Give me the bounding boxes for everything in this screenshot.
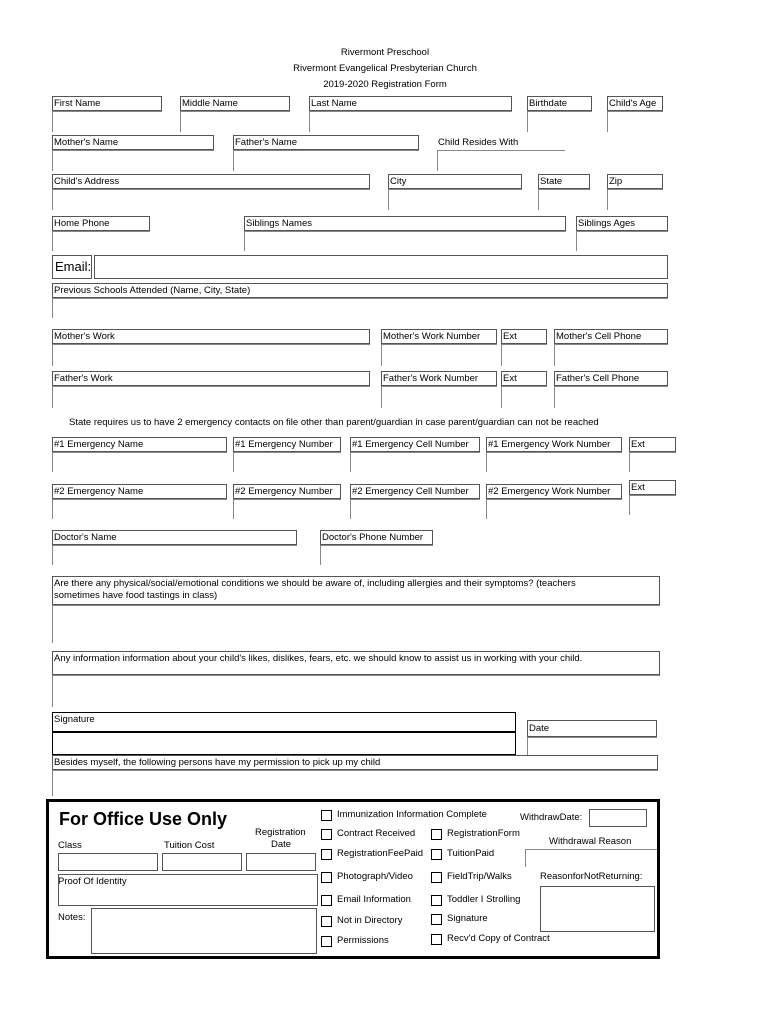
likes-input[interactable] (52, 675, 660, 707)
first-name-input[interactable] (52, 111, 162, 132)
fathers-work-label: Father's Work (52, 371, 370, 386)
registration-date-input[interactable] (246, 853, 316, 871)
registration-form-checkbox[interactable] (431, 829, 442, 840)
signature-input[interactable] (52, 732, 516, 755)
fathers-ext-input[interactable] (501, 386, 547, 408)
mothers-work-input[interactable] (52, 344, 370, 366)
immunization-label: Immunization Information Complete (337, 809, 487, 820)
emergency-note: State requires us to have 2 emergency contacts on file other than parent/guardian in case parent/guardian can not be reached (69, 417, 599, 428)
em2-number-input[interactable] (233, 499, 341, 519)
em1-name-label: #1 Emergency Name (52, 437, 227, 452)
not-in-directory-label: Not in Directory (337, 915, 403, 926)
registration-form-label: RegistrationForm (447, 828, 520, 839)
birthdate-label: Birthdate (527, 96, 592, 111)
notes-label: Notes: (58, 912, 86, 923)
fathers-cell-label: Father's Cell Phone (554, 371, 668, 386)
em1-cell-label: #1 Emergency Cell Number (350, 437, 480, 452)
home-phone-label: Home Phone (52, 216, 150, 231)
office-use-panel (46, 799, 660, 959)
pickup-input[interactable] (52, 770, 658, 796)
siblings-ages-label: Siblings Ages (576, 216, 668, 231)
immunization-checkbox[interactable] (321, 810, 332, 821)
siblings-names-label: Siblings Names (244, 216, 566, 231)
mothers-name-input[interactable] (52, 150, 214, 171)
recvd-copy-checkbox[interactable] (431, 934, 442, 945)
middle-name-input[interactable] (180, 111, 290, 132)
em2-number-label: #2 Emergency Number (233, 484, 341, 499)
child-resides-with-input[interactable] (437, 150, 565, 171)
em2-work-label: #2 Emergency Work Number (486, 484, 622, 499)
city-input[interactable] (388, 189, 522, 210)
childs-address-label: Child's Address (52, 174, 370, 189)
em2-work-input[interactable] (486, 499, 622, 519)
likes-label: Any information information about your child's likes, dislikes, fears, etc. we should know to assist us in working with your child. (52, 651, 660, 675)
birthdate-input[interactable] (527, 111, 592, 132)
mothers-work-number-input[interactable] (381, 344, 497, 366)
last-name-input[interactable] (309, 111, 512, 132)
recvd-copy-label: Recv'd Copy of Contract (447, 933, 550, 944)
registration-date-label-1: Registration (255, 827, 306, 838)
registration-fee-paid-checkbox[interactable] (321, 849, 332, 860)
email-label: Email: (52, 255, 92, 279)
proof-identity-label: Proof Of Identity (58, 876, 127, 887)
date-input[interactable] (527, 737, 657, 756)
notes-input[interactable] (91, 908, 317, 954)
reason-not-returning-input[interactable] (540, 886, 655, 932)
em1-work-input[interactable] (486, 452, 622, 472)
class-label: Class (58, 840, 82, 851)
withdraw-date-label: WithdrawDate: (520, 812, 583, 823)
not-in-directory-checkbox[interactable] (321, 916, 332, 927)
fathers-work-number-label: Father's Work Number (381, 371, 497, 386)
pickup-label: Besides myself, the following persons have my permission to pick up my child (52, 755, 658, 770)
em2-name-label: #2 Emergency Name (52, 484, 227, 499)
contract-received-checkbox[interactable] (321, 829, 332, 840)
mothers-work-label: Mother's Work (52, 329, 370, 344)
fathers-work-input[interactable] (52, 386, 370, 408)
doctors-phone-input[interactable] (320, 545, 433, 565)
permissions-label: Permissions (337, 935, 389, 946)
middle-name-label: Middle Name (180, 96, 290, 111)
tuition-cost-input[interactable] (162, 853, 242, 871)
em1-work-label: #1 Emergency Work Number (486, 437, 622, 452)
signature-label: Signature (52, 712, 516, 732)
state-input[interactable] (538, 189, 590, 210)
fieldtrip-walks-checkbox[interactable] (431, 872, 442, 883)
em2-name-input[interactable] (52, 499, 227, 519)
siblings-names-input[interactable] (244, 231, 566, 251)
fathers-cell-input[interactable] (554, 386, 668, 408)
permissions-checkbox[interactable] (321, 936, 332, 947)
proof-identity-input[interactable] (58, 874, 318, 906)
toddler-strolling-checkbox[interactable] (431, 895, 442, 906)
tuition-paid-label: TuitionPaid (447, 848, 495, 859)
siblings-ages-input[interactable] (576, 231, 668, 251)
doctors-name-input[interactable] (52, 545, 297, 565)
withdrawal-reason-label: Withdrawal Reason (549, 836, 632, 847)
photograph-video-label: Photograph/Video (337, 871, 413, 882)
fathers-ext-label: Ext (501, 371, 547, 386)
registration-fee-paid-label: RegistrationFeePaid (337, 848, 424, 859)
mothers-name-label: Mother's Name (52, 135, 214, 150)
em2-cell-label: #2 Emergency Cell Number (350, 484, 480, 499)
childs-address-input[interactable] (52, 189, 370, 210)
em1-number-input[interactable] (233, 452, 341, 472)
previous-schools-input[interactable] (52, 298, 668, 318)
em1-number-label: #1 Emergency Number (233, 437, 341, 452)
school-name: Rivermont Preschool (340, 47, 430, 58)
date-label: Date (527, 720, 657, 737)
email-information-label: Email Information (337, 894, 411, 905)
zip-input[interactable] (607, 189, 663, 210)
fathers-name-label: Father's Name (233, 135, 419, 150)
conditions-label: Are there any physical/social/emotional conditions we should be aware of, including allergies and their symptoms? (teachers sometimes have food tastings in class) (52, 576, 660, 605)
tuition-cost-label: Tuition Cost (164, 840, 215, 851)
doctors-name-label: Doctor's Name (52, 530, 297, 545)
signature-check-label: Signature (447, 913, 488, 924)
em1-cell-input[interactable] (350, 452, 480, 472)
mothers-cell-label: Mother's Cell Phone (554, 329, 668, 344)
mothers-ext-input[interactable] (501, 344, 547, 366)
mothers-work-number-label: Mother's Work Number (381, 329, 497, 344)
child-resides-with-label: Child Resides With (437, 136, 565, 151)
registration-date-label-2: Date (271, 839, 292, 850)
zip-label: Zip (607, 174, 663, 189)
state-label: State (538, 174, 590, 189)
doctors-phone-label: Doctor's Phone Number (320, 530, 433, 545)
home-phone-input[interactable] (52, 231, 150, 251)
contract-received-label: Contract Received (337, 828, 416, 839)
reason-not-returning-label: ReasonforNotReturning: (540, 871, 643, 882)
em2-ext-input[interactable] (629, 495, 676, 515)
em2-cell-input[interactable] (350, 499, 480, 519)
office-title: For Office Use Only (59, 809, 228, 829)
fathers-name-input[interactable] (233, 150, 419, 171)
em2-ext-label: Ext (629, 480, 676, 495)
signature-checkbox[interactable] (431, 914, 442, 925)
childs-age-label: Child's Age (607, 96, 663, 111)
city-label: City (388, 174, 522, 189)
withdraw-date-input[interactable] (589, 809, 647, 827)
mothers-ext-label: Ext (501, 329, 547, 344)
last-name-label: Last Name (309, 96, 512, 111)
form-title: 2019-2020 Registration Form (323, 79, 447, 90)
em1-name-input[interactable] (52, 452, 227, 472)
fieldtrip-walks-label: FieldTrip/Walks (447, 871, 512, 882)
conditions-input[interactable] (52, 605, 660, 643)
fathers-work-number-input[interactable] (381, 386, 497, 408)
photograph-video-checkbox[interactable] (321, 872, 332, 883)
church-name: Rivermont Evangelical Presbyterian Church (293, 63, 477, 74)
mothers-cell-input[interactable] (554, 344, 668, 366)
toddler-strolling-label: Toddler I Strolling (447, 894, 521, 905)
class-input[interactable] (58, 853, 158, 871)
childs-age-input[interactable] (607, 111, 663, 132)
previous-schools-label: Previous Schools Attended (Name, City, State) (52, 283, 668, 298)
em1-ext-label: Ext (629, 437, 676, 452)
first-name-label: First Name (52, 96, 162, 111)
tuition-paid-checkbox[interactable] (431, 849, 442, 860)
withdrawal-reason-input[interactable] (525, 849, 657, 867)
email-information-checkbox[interactable] (321, 895, 332, 906)
em1-ext-input[interactable] (629, 452, 676, 472)
email-input[interactable] (94, 255, 668, 279)
